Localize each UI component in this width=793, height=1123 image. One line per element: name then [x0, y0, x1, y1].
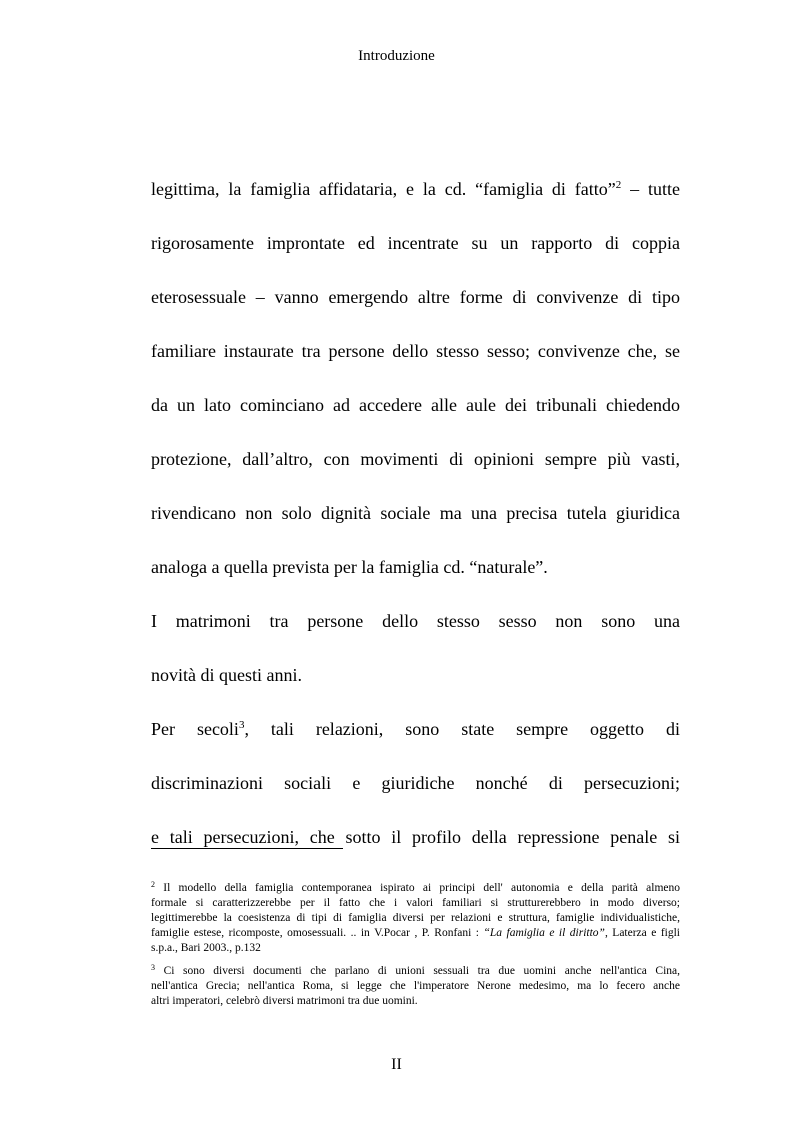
footnote-2 [151, 881, 680, 956]
body-line: Per secoli$^3$, tali relazioni, sono state sempre oggetto di [151, 719, 680, 739]
footnote-line: formale si caratterizzerebbe per il fatto che i valori familiari si strutturerebbero in modo diverso; [151, 897, 680, 909]
body-line: protezione, dall’altro, con movimenti di opinioni sempre più vasti, [151, 449, 680, 469]
body-line: eterosessuale – vanno emergendo altre forme di convivenze di tipo [151, 287, 680, 307]
body-line: da un lato cominciano ad accedere alle aule dei tribunali chiedendo [151, 395, 680, 415]
footnote-line: $^2$ Il modello della famiglia contemporanea ispirato ai principi dell' autonomia e della parità almeno [151, 880, 680, 894]
body-line: I matrimoni tra persone dello stesso sesso non sono una [151, 611, 680, 631]
footnote-mark: 2 [151, 880, 155, 889]
footnote-separator [151, 848, 343, 849]
body-line: e tali persecuzioni, che sotto il profilo della repressione penale si [151, 827, 680, 847]
footnote-3 [151, 964, 680, 1009]
body-line: rigorosamente improntate ed incentrate su un rapporto di coppia [151, 233, 680, 253]
body-line: novità di questi anni. [151, 665, 302, 685]
body-text [151, 162, 680, 864]
body-line: analoga a quella prevista per la famiglia cd. “naturale”. [151, 557, 548, 577]
footnote-ref-3[interactable]: 3 [238, 719, 245, 731]
body-line: legittima, la famiglia affidataria, e la cd. “famiglia di fatto”$^2$ – tutte [151, 179, 680, 199]
footnote-line: famiglie estese, ricomposte, omosessuali. .. in V.Pocar , P. Ronfani : “La famiglia e il diritto”, Laterza e figli [151, 927, 680, 939]
footnote-mark: 3 [151, 963, 155, 972]
footnote-ref-2[interactable]: 2 [615, 179, 622, 191]
page-number: II [391, 1056, 402, 1073]
body-line: familiare instaurate tra persone dello stesso sesso; convivenze che, se [151, 341, 680, 361]
footnote-line: nell'antica Grecia; nell'antica Roma, si legge che l'imperatore Nerone medesimo, ma lo fecero anche [151, 980, 680, 992]
citation-title: “La famiglia e il diritto” [483, 927, 605, 939]
footnote-line: legittimerebbe la coesistenza di tipi di famiglia diversi per relazioni e struttura, famiglie individualistiche, [151, 912, 680, 924]
body-line: rivendicano non solo dignità sociale ma una precisa tutela giuridica [151, 503, 680, 523]
body-line: discriminazioni sociali e giuridiche nonché di persecuzioni; [151, 773, 680, 793]
footnote-line: $^3$ Ci sono diversi documenti che parlano di unioni sessuali tra due uomini anche nell'antica Cina, [151, 963, 681, 977]
footnote-line: s.p.a., Bari 2003., p.132 [151, 942, 261, 954]
running-header: Introduzione [358, 48, 435, 64]
footnote-line: altri imperatori, celebrò diversi matrimoni tra due uomini. [151, 995, 418, 1007]
